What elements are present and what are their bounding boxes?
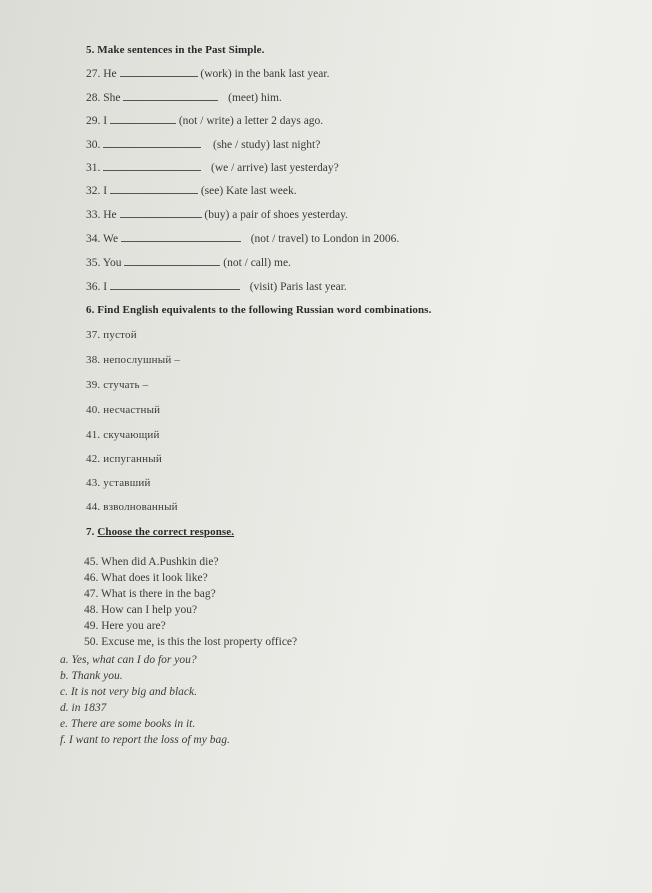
answer-blank[interactable] — [110, 183, 198, 194]
item-subject: I — [103, 185, 108, 197]
exercise-item-34 — [86, 231, 399, 246]
item-hint: (see) Kate last week. — [200, 185, 297, 197]
item-number: 30. — [86, 139, 101, 151]
item-number: 34. — [86, 233, 101, 245]
item-subject: I — [103, 281, 108, 293]
exercise-item-28 — [86, 90, 282, 105]
section7-title: Choose the correct response. — [97, 526, 235, 538]
answer-blank[interactable] — [121, 231, 241, 242]
item-number: 28. — [86, 92, 101, 104]
question-47: 47. What is there in the bag? — [84, 588, 216, 600]
answer-blank[interactable] — [120, 207, 202, 218]
russian-word-38: 38. непослушный – — [86, 354, 181, 366]
russian-word-41: 41. скучающий — [86, 429, 160, 441]
exercise-item-36 — [86, 279, 347, 294]
answer-b: b. Thank you. — [60, 670, 123, 682]
answer-blank[interactable] — [103, 160, 201, 171]
exercise-item-32 — [86, 183, 297, 198]
item-hint: (she / study) last night? — [213, 139, 321, 151]
question-46: 46. What does it look like? — [84, 572, 208, 584]
item-hint: (we / arrive) last yesterday? — [211, 162, 339, 174]
answer-blank[interactable] — [110, 279, 240, 290]
exercise-item-33 — [86, 207, 348, 222]
answer-blank[interactable] — [123, 90, 218, 101]
section7-number: 7. — [86, 526, 95, 538]
item-subject: We — [103, 233, 119, 245]
answer-blank[interactable] — [110, 113, 176, 124]
item-hint: (meet) him. — [228, 92, 282, 104]
item-number: 35. — [86, 257, 101, 269]
item-hint: (not / travel) to London in 2006. — [250, 233, 400, 245]
item-hint: (buy) a pair of shoes yesterday. — [204, 209, 349, 221]
answer-blank[interactable] — [124, 255, 220, 266]
exercise-item-31 — [86, 160, 339, 175]
item-number: 33. — [86, 209, 101, 221]
item-subject: I — [103, 115, 108, 127]
answer-e: e. There are some books in it. — [60, 718, 196, 730]
answer-blank[interactable] — [103, 137, 201, 148]
section5-heading: 5. Make sentences in the Past Simple. — [86, 44, 265, 56]
exercise-item-30 — [86, 137, 320, 152]
answer-c: c. It is not very big and black. — [60, 686, 198, 698]
item-subject: You — [102, 257, 122, 269]
item-number: 29. — [86, 115, 101, 127]
item-number: 32. — [86, 185, 101, 197]
answer-f: f. I want to report the loss of my bag. — [60, 734, 230, 746]
question-49: 49. Here you are? — [84, 620, 166, 632]
item-number: 36. — [86, 281, 101, 293]
russian-word-40: 40. несчастный — [86, 404, 161, 416]
exercise-item-29 — [86, 113, 323, 128]
question-45: 45. When did A.Pushkin die? — [84, 556, 219, 568]
item-hint: (work) in the bank last year. — [200, 68, 330, 80]
item-hint: (visit) Paris last year. — [249, 281, 347, 293]
question-50: 50. Excuse me, is this the lost property office? — [84, 636, 298, 648]
item-number: 31. — [86, 162, 101, 174]
item-subject: She — [103, 92, 121, 104]
item-hint: (not / call) me. — [223, 257, 291, 269]
item-subject: He — [103, 209, 117, 221]
russian-word-39: 39. стучать – — [86, 379, 149, 391]
section7-heading — [86, 525, 234, 539]
item-subject: He — [103, 68, 117, 80]
russian-word-42: 42. испуганный — [86, 453, 162, 465]
item-hint: (not / write) a letter 2 days ago. — [178, 115, 324, 127]
answer-d: d. in 1837 — [60, 702, 107, 714]
russian-word-43: 43. уставший — [86, 477, 151, 489]
russian-word-44: 44. взволнованный — [86, 501, 178, 513]
answer-blank[interactable] — [120, 66, 198, 77]
item-number: 27. — [86, 68, 101, 80]
russian-word-37: 37. пустой — [86, 329, 137, 341]
answer-a: a. Yes, what can I do for you? — [60, 654, 197, 666]
section6-heading: 6. Find English equivalents to the following Russian word combinations. — [86, 304, 432, 316]
question-48: 48. How can I help you? — [84, 604, 198, 616]
exercise-item-35 — [86, 255, 291, 270]
exercise-item-27 — [86, 66, 329, 81]
